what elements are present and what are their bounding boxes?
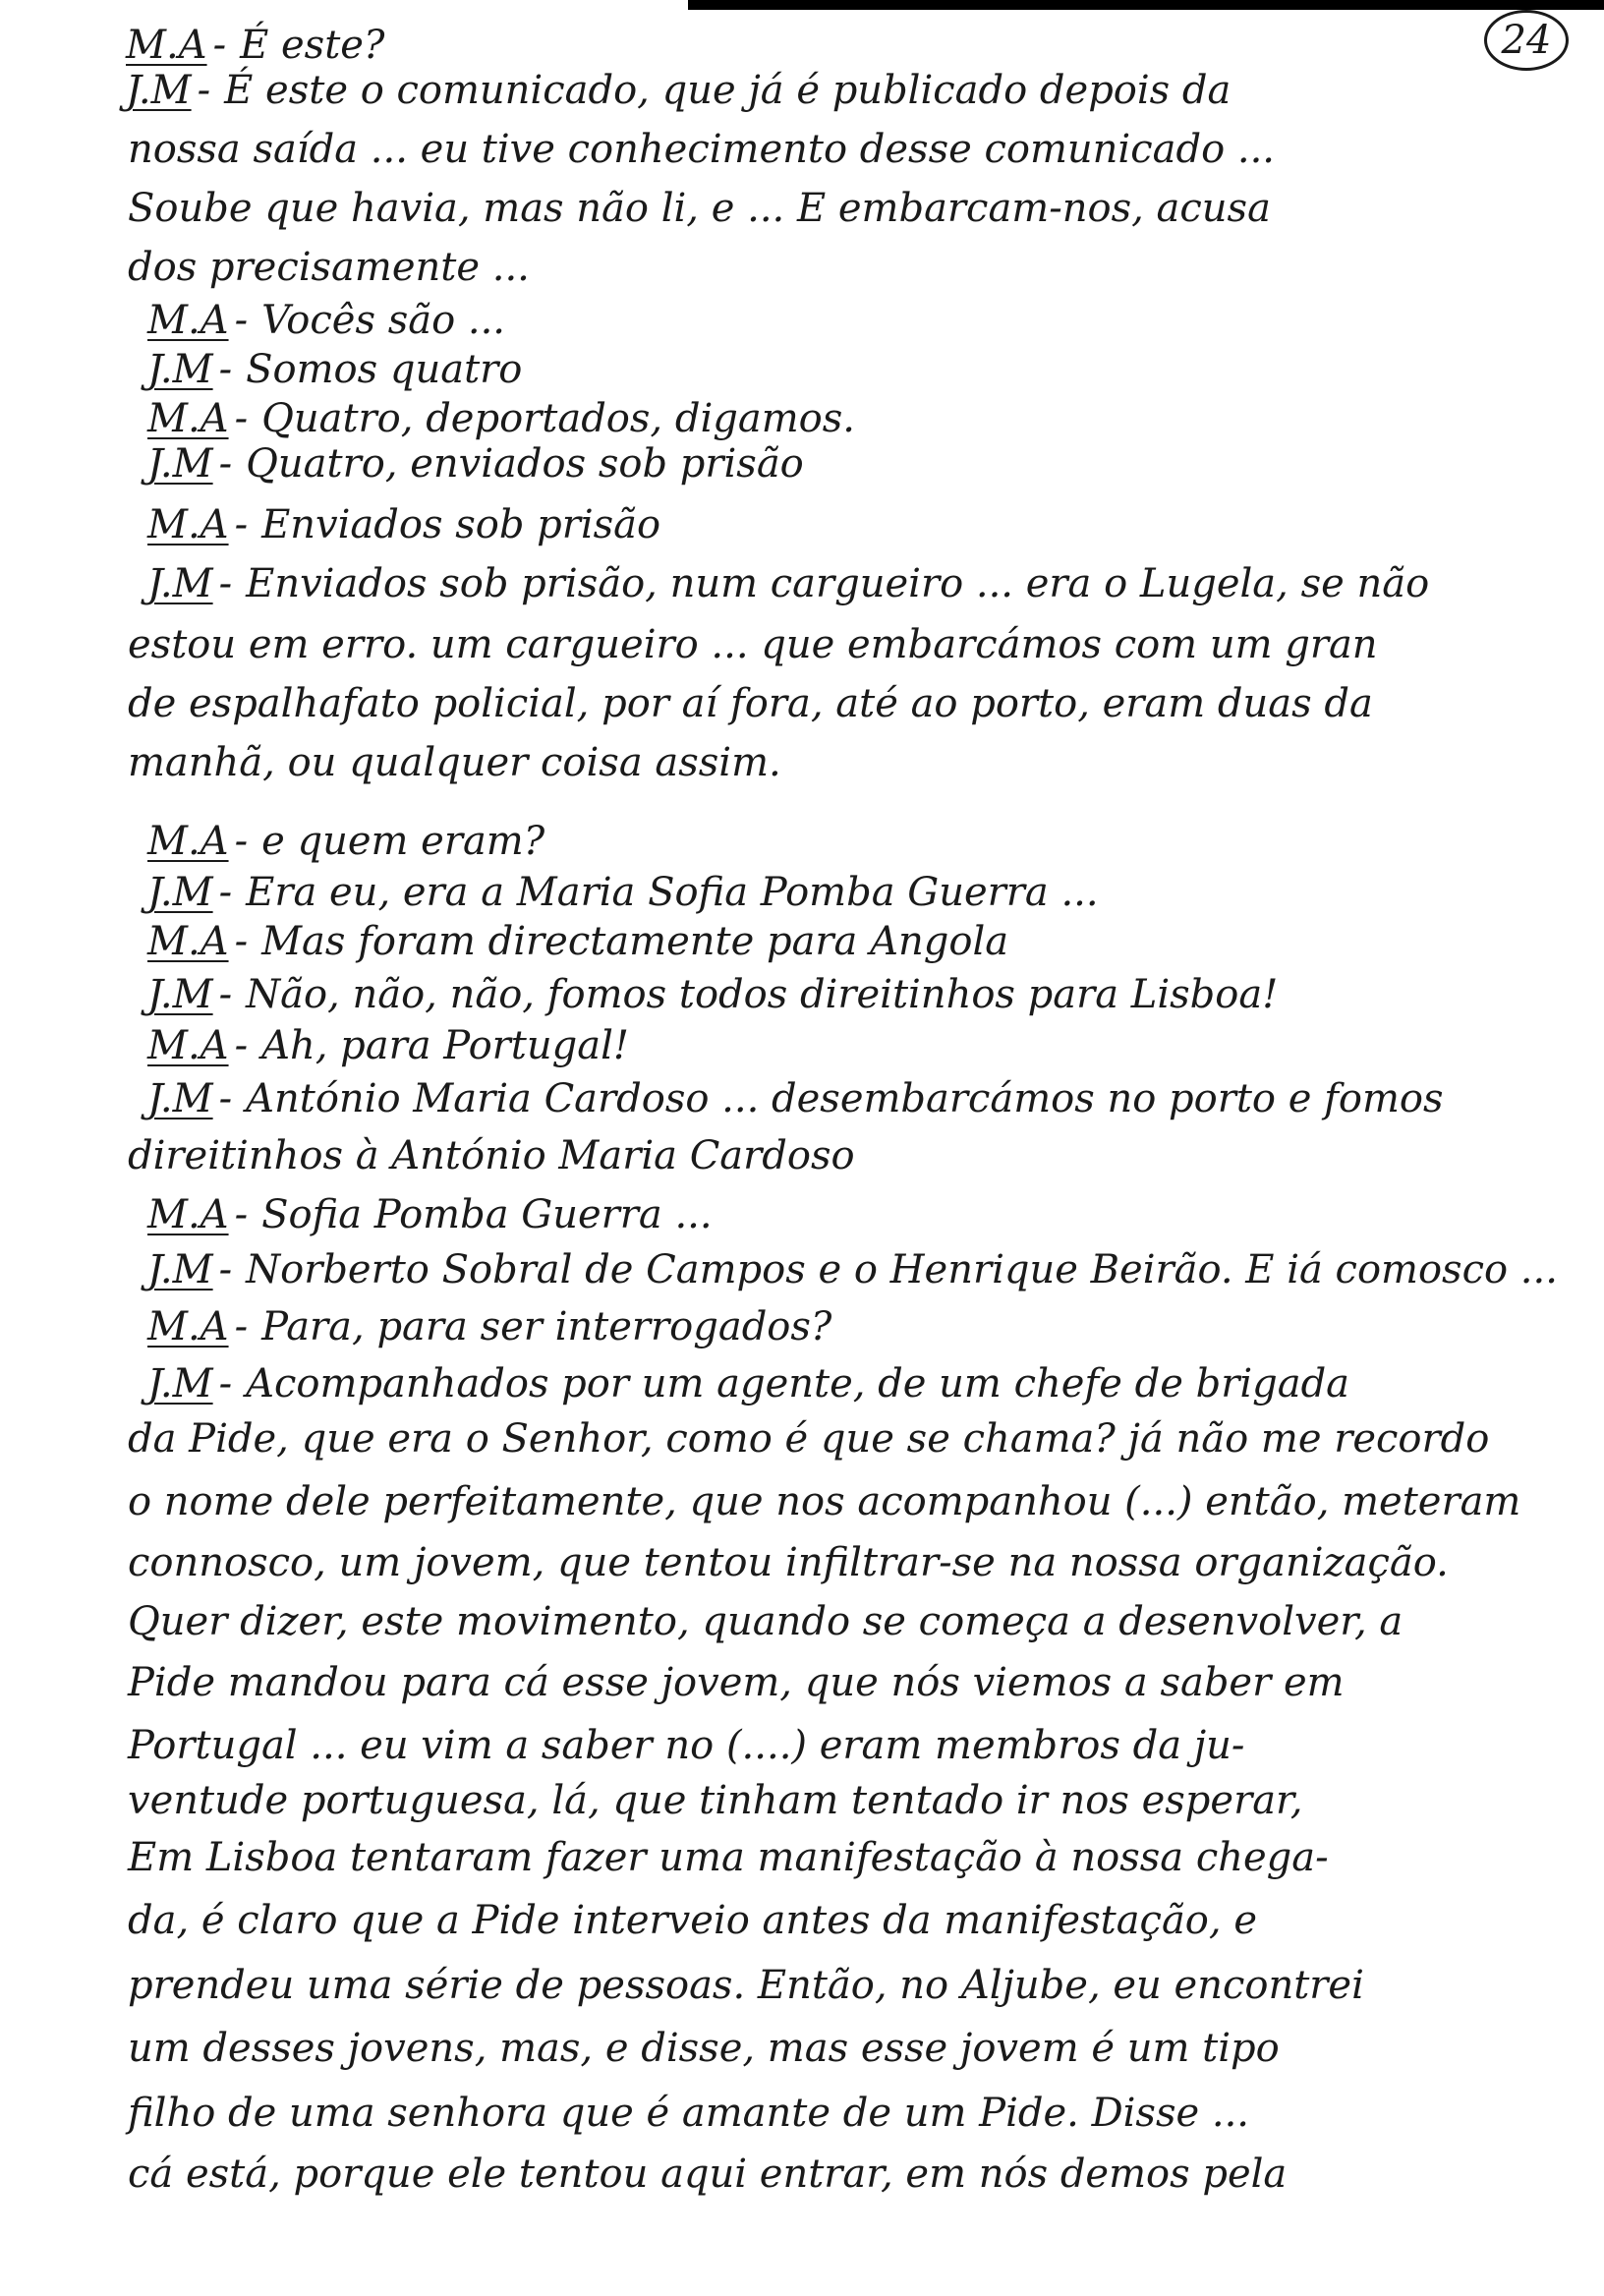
speaker-dash: - [218, 1247, 233, 1292]
speaker-dash: - [218, 347, 233, 392]
line-text: Pide mandou para cá esse jovem, que nós viemos a saber em [128, 1660, 1345, 1705]
transcript-line [128, 1777, 1303, 1824]
speaker-label: J.M [147, 561, 213, 606]
transcript-line [147, 501, 660, 548]
transcript-line [128, 1132, 855, 1179]
transcript-line [128, 2025, 1280, 2072]
line-text: nossa saída ... eu tive conhecimento desse comunicado ... [128, 127, 1276, 172]
transcript-line [128, 185, 1271, 232]
transcript-line [147, 395, 855, 442]
speaker-dash: - [218, 561, 233, 606]
transcript-line [128, 1415, 1489, 1463]
line-text: connosco, um jovem, que tentou infiltrar-se na nossa organização. [128, 1540, 1449, 1585]
transcript-line [147, 869, 1099, 916]
transcript-line [147, 1246, 1558, 1293]
speaker-dash: - [234, 298, 249, 343]
speaker-dash: - [212, 23, 227, 68]
transcript-line [128, 1722, 1244, 1769]
line-text: Norberto Sobral de Campos e o Henrique Beirão. E iá comosco ... [246, 1247, 1558, 1292]
line-text: cá está, porque ele tentou aqui entrar, em nós demos pela [128, 2152, 1288, 2197]
speaker-label: J.M [147, 1361, 213, 1406]
speaker-dash: - [234, 919, 249, 964]
speaker-dash: - [234, 502, 249, 547]
line-text: É este? [240, 23, 385, 68]
line-text: Soube que havia, mas não li, e ... E embarcam-nos, acusa [128, 186, 1271, 231]
page-number: 24 [1484, 10, 1569, 71]
speaker-dash: - [234, 1304, 249, 1349]
speaker-label: M.A [126, 23, 207, 68]
line-text: Somos quatro [246, 347, 523, 392]
line-text: Não, não, não, fomos todos direitinhos para Lisboa! [246, 972, 1279, 1017]
transcript-line [128, 1962, 1364, 2009]
speaker-dash: - [234, 1192, 249, 1237]
line-text: prendeu uma série de pessoas. Então, no Aljube, eu encontrei [128, 1963, 1364, 2008]
transcript-line [128, 1897, 1257, 1944]
line-text: manhã, ou qualquer coisa assim. [128, 740, 781, 785]
line-text: da, é claro que a Pide interveio antes da manifestação, e [128, 1898, 1257, 1943]
speaker-label: J.M [147, 972, 213, 1017]
line-text: estou em erro. um cargueiro ... que embarcámos com um gran [128, 622, 1378, 667]
speaker-label: J.M [147, 347, 213, 392]
transcript-line [128, 739, 781, 786]
transcript-line [128, 2151, 1287, 2198]
speaker-dash: - [218, 1076, 233, 1121]
line-text: Enviados sob prisão [261, 502, 661, 547]
speaker-label: M.A [147, 298, 229, 343]
line-text: de espalhafato policial, por aí fora, até ao porto, eram duas da [128, 681, 1373, 726]
line-text: o nome dele perfeitamente, que nos acompanhou (...) então, meteram [128, 1479, 1521, 1524]
speaker-label: J.M [147, 1247, 213, 1292]
transcript-line [147, 818, 544, 865]
line-text: Quer dizer, este movimento, quando se começa a desenvolver, a [128, 1599, 1404, 1644]
line-text: Portugal ... eu vim a saber no (....) eram membros da ju- [128, 1723, 1245, 1768]
speaker-label: M.A [147, 396, 229, 441]
line-text: É este o comunicado, que já é publicado depois da [224, 68, 1232, 113]
transcript-line [128, 680, 1373, 727]
line-text: António Maria Cardoso ... desembarcámos no porto e fomos [246, 1076, 1444, 1121]
line-text: Mas foram directamente para Angola [261, 919, 1009, 964]
speaker-label: J.M [147, 1076, 213, 1121]
transcript-line [128, 244, 530, 291]
transcript-line [147, 918, 1008, 965]
transcript-line [128, 621, 1378, 668]
transcript-line [147, 1360, 1349, 1407]
speaker-label: M.A [147, 1304, 229, 1349]
speaker-label: M.A [147, 502, 229, 547]
transcript-line [128, 1659, 1345, 1706]
speaker-dash: - [234, 819, 249, 864]
speaker-label: J.M [126, 68, 192, 113]
speaker-dash: - [218, 1361, 233, 1406]
line-text: dos precisamente ... [128, 245, 530, 290]
line-text: Quatro, deportados, digamos. [261, 396, 855, 441]
line-text: ventude portuguesa, lá, que tinham tentado ir nos esperar, [128, 1778, 1303, 1823]
speaker-label: M.A [147, 919, 229, 964]
line-text: Era eu, era a Maria Sofia Pomba Guerra ... [246, 870, 1099, 915]
speaker-label: M.A [147, 1023, 229, 1068]
line-text: Para, para ser interrogados? [261, 1304, 832, 1349]
transcript-line [147, 971, 1278, 1018]
speaker-label: M.A [147, 819, 229, 864]
transcript-line [147, 1075, 1444, 1122]
transcript-line [147, 1022, 629, 1069]
line-text: e quem eram? [261, 819, 545, 864]
speaker-dash: - [218, 972, 233, 1017]
scan-edge-shadow [688, 0, 1604, 10]
line-text: Quatro, enviados sob prisão [246, 441, 804, 487]
line-text: Enviados sob prisão, num cargueiro ... era o Lugela, se não [246, 561, 1430, 606]
transcript-line [128, 126, 1275, 173]
line-text: Sofia Pomba Guerra ... [261, 1192, 713, 1237]
transcript-line [126, 22, 384, 69]
transcript-line [128, 1478, 1520, 1525]
line-text: Vocês são ... [261, 298, 506, 343]
line-text: direitinhos à António Maria Cardoso [128, 1133, 855, 1178]
speaker-label: J.M [147, 441, 213, 487]
line-text: filho de uma senhora que é amante de um Pide. Disse ... [128, 2091, 1250, 2136]
speaker-dash: - [234, 396, 249, 441]
transcript-line [147, 560, 1429, 607]
speaker-label: M.A [147, 1192, 229, 1237]
line-text: da Pide, que era o Senhor, como é que se chama? já não me recordo [128, 1416, 1490, 1462]
speaker-dash: - [234, 1023, 249, 1068]
transcript-line [126, 67, 1231, 114]
line-text: um desses jovens, mas, e disse, mas esse jovem é um tipo [128, 2026, 1280, 2071]
speaker-dash: - [218, 441, 233, 487]
speaker-dash: - [197, 68, 211, 113]
transcript-line [128, 1598, 1403, 1645]
speaker-dash: - [218, 870, 233, 915]
speaker-label: J.M [147, 870, 213, 915]
line-text: Acompanhados por um agente, de um chefe de brigada [246, 1361, 1350, 1406]
transcript-line [147, 346, 522, 393]
transcript-line [128, 1539, 1449, 1586]
line-text: Em Lisboa tentaram fazer uma manifestação à nossa chega- [128, 1835, 1329, 1880]
transcript-line [128, 2090, 1249, 2137]
transcript-line [147, 297, 505, 344]
line-text: Ah, para Portugal! [261, 1023, 629, 1068]
transcript-line [147, 1191, 713, 1238]
transcript-line [147, 440, 804, 488]
transcript-line [147, 1303, 831, 1350]
transcript-line [128, 1834, 1329, 1881]
